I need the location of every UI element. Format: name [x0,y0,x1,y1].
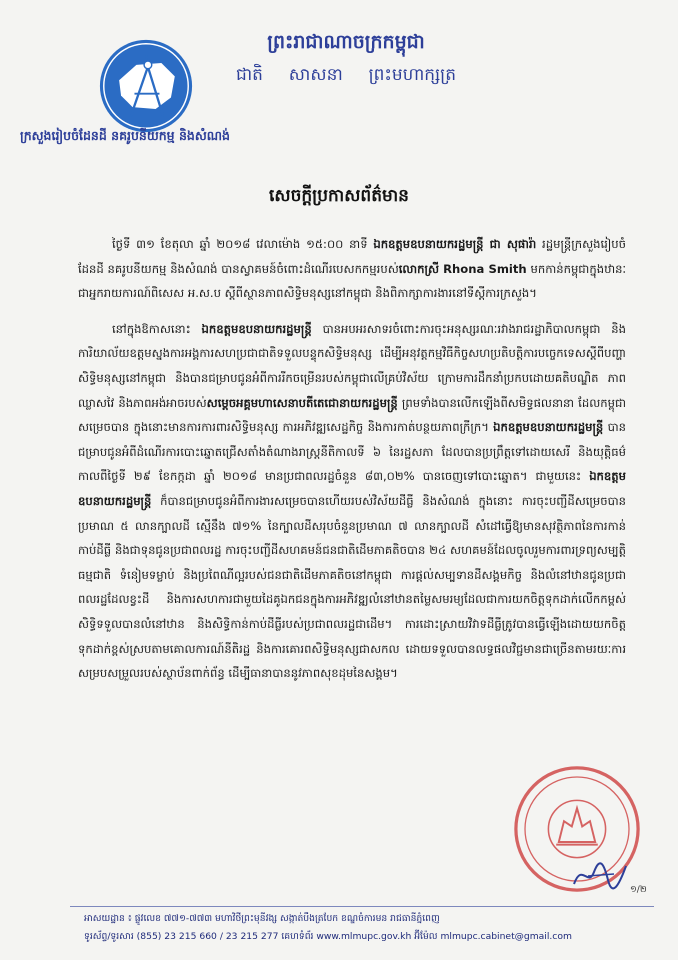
p2-part-4: ក៏បានជម្រាបជូនអំពីការងារសម្រេចបានហើយរបស់វិស័យដីធ្លី និងសំណង់ ក្នុងនោះ ការចុះបញ្ជីដីសម្រេចបានប្រមាណ ៥ លានក្បាលដី ស្មើនឹង ៧១% នៃក្បាលដីសរុបចំនួនប្រមាណ ៧ លានក្បាលដី សំដៅធ្វើឱ្យមានសុវត្ថិភាពនៃការកាន់កាប់ដីធ្លី និងជាទុនជូនប្រជាពលរដ្ឋ ការចុះបញ្ជីដីសហគមន៍ជនជាតិដើមភាគតិចបាន ២៤ សហគមន៍ដែលចូលរួមការពារទ្រព្យសម្បត្តិធម្មជាតិ ទំនៀមទម្លាប់ និងប្រពៃណីល្អរបស់ជនជាតិដើមភាគតិចនៅកម្ពុជា ការផ្តល់សម្បទានដីសង្គមកិច្ច និងលំនៅឋានជូនប្រជាពលរដ្ឋដែលខ្វះដី និងការសហការជាមួយដៃគូឯកជនក្នុងការអភិវឌ្ឍលំនៅឋានតម្លៃសមរម្យដែលជាការយកចិត្តទុកដាក់លើកកម្ពស់សិទ្ធិទទួលបានលំនៅឋាន និងសិទ្ធិកាន់កាប់ដីធ្លីរបស់ប្រជាពលរដ្ឋជាដើម។ ការដោះស្រាយវិវាទដីធ្លីត្រូវបានធ្វើឡើងដោយយកចិត្តទុកដាក់ខ្ពស់ស្របតាមគោលការណ៍នីតិរដ្ឋ និងការគោរពសិទ្ធិមនុស្សជាសកល ដោយទទួលបានលទ្ធផលវិជ្ជមានជាច្រើនតាមរយៈការសម្របសម្រួលរបស់ស្ថាប័នពាក់ព័ន្ធ ដើម្បីធានាបាននូវភាពសុខដុមនៃសង្គម។ [78,493,626,681]
p2-bold-3: ឯកឧត្តមឧបនាយករដ្ឋមន្ត្រី [493,420,604,435]
motto-king: ព្រះមហាក្សត្រ [368,65,456,85]
page-number: ១/២ [630,885,647,895]
ministry-name: ក្រសួងរៀបចំដែនដី នគរូបនីយកម្ម និងសំណង់ [20,128,230,143]
ministry-logo [98,38,194,134]
p2-bold-1: ឯកឧត្តមឧបនាយករដ្ឋមន្ត្រី [201,321,312,336]
p2-part-2: ព្រមទាំងបានលើកឡើងពីសមិទ្ធផលនានា ដែលកម្ពុជាសម្រេចបាន ក្នុងនោះមានការការពារសិទ្ធិមនុស្ស ការអភិវឌ្ឍសេដ្ឋកិច្ច និងការកាត់បន្ថយភាពក្រីក្រ។ [78,395,626,435]
p1-tail: មកកាន់កម្ពុជាក្នុងឋានៈជាអ្នករាយការណ៍ពិសេស អ.ស.ប ស្តីពីស្ថានភាពសិទ្ធិមនុស្សនៅកម្ពុជា និងពិភាក្សាការងារនៅទីស្តីការក្រសួង។ [78,261,627,301]
footer-contact: ទូរស័ព្ទ/ទូរសារ (855) 23 215 660 / 23 215 277 គេហទំព័រ www.mlmupc.gov.kh អ៊ីម៉ែល mlmupc.cabinet@gmail.com [84,931,572,942]
kingdom-heading: ព្រះរាជាណាចក្រកម្ពុជា [267,31,425,53]
p2-bold-4: ឯកឧត្តមឧបនាយករដ្ឋមន្ត្រី [78,469,626,508]
footer-divider [70,906,654,907]
p2-part-1: បានអបអរសាទរចំពោះការចុះអនុស្សរណៈរវាងរាជរដ្ឋាភិបាលកម្ពុជា និងការិយាល័យឧត្តមស្នងការអង្គការសហប្រជាជាតិទទួលបន្ទុកសិទ្ធិមនុស្ស ដើម្បីអនុវត្តកម្មវិធីកិច្ចសហប្រតិបត្តិការបច្ចេកទេសស្តីពីបញ្ហាសិទ្ធិមនុស្សនៅកម្ពុជា និងបានជម្រាបជូនអំពីការរីកចម្រើនរបស់កម្ពុជាលើគ្រប់វិស័យ ក្រោមការដឹកនាំប្រកបដោយគតិបណ្ឌិត ភាពឈ្លាសវៃ និងភាពអង់អាចរបស់ [78,321,627,410]
p2-lead: នៅក្នុងឱកាសនោះ [112,321,202,336]
national-motto [236,64,456,89]
footer-address: អាសយដ្ឋាន ៖ ផ្លូវលេខ ៧៧១-៧៧៣ មហាវិថីព្រះមុនីវង្ស សង្កាត់បឹងត្របែក ខណ្ឌចំការមន រាជធានីភ្នំពេញ [84,913,440,924]
paragraph-1 [78,232,626,306]
p1-lead: ថ្ងៃទី ៣១ ខែតុលា ឆ្នាំ ២០១៨ វេលាម៉ោង ១៥:០០ នាទី [112,237,374,251]
p1-rapporteur-name: លោកស្រី Rhona Smith [398,261,527,276]
p2-part-3: បានជម្រាបជូនអំពីដំណើរការបោះឆ្នោតជ្រើសតាំងតំណាងរាស្ត្រនីតិកាលទី ៦ នៃរដ្ឋសភា ដែលបានប្រព្រឹត្តទៅដោយសេរី និងយុត្តិធម៌កាលពីថ្ងៃទី ២៩ ខែកក្កដា ឆ្នាំ ២០១៨ មានប្រជាពលរដ្ឋចំនួន ៨៣,០២% បានចេញទៅបោះឆ្នោត។ ជាមួយនេះ [78,420,626,484]
document-body [78,232,626,697]
motto-religion: សាសនា [288,65,343,85]
p1-mid: រដ្ឋមន្ត្រីក្រសួងរៀបចំដែនដី នគរូបនីយកម្ម និងសំណង់ បានស្វាគមន៍ចំពោះដំណើរបេសកកម្មរបស់ [78,237,627,276]
signature [570,858,630,892]
motto-nation: ជាតិ [236,65,263,85]
paragraph-2 [78,317,626,686]
p2-bold-2: សម្តេចអគ្គមហាសេនាបតីតេជោនាយករដ្ឋមន្ត្រី [206,395,398,410]
p1-deputy-pm-name: ឯកឧត្តមឧបនាយករដ្ឋមន្ត្រី ជា សុផារ៉ា [373,237,537,251]
document-title: សេចក្តីប្រកាសព័ត៌មាន [269,186,409,206]
